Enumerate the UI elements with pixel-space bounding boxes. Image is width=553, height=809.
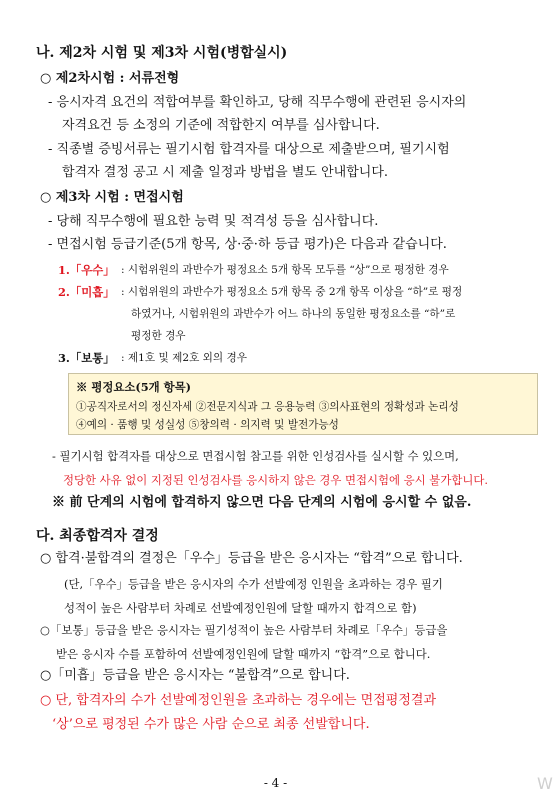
grade-normal-text: : 제1호 및 제2호 외의 경우 <box>121 352 247 364</box>
section-heading-final: 다. 최종합격자 결정 <box>36 528 159 544</box>
evaluation-criteria-line: ①공직자로서의 정신자세 ②전문지식과 그 응용능력 ③의사표현의 정확성과 논리성 <box>76 401 459 413</box>
evaluation-criteria-line: ④예의 · 품행 및 성실성 ⑤창의력 · 의지력 및 발전가능성 <box>76 419 339 431</box>
evaluation-criteria-title: ※ 평정요소(5개 항목) <box>76 380 192 394</box>
stage2-text-line: - 응시자격 요건의 적합여부를 확인하고, 당해 직무수행에 관련된 응시자의 <box>48 95 467 110</box>
stage3-text-line: - 당해 직무수행에 필요한 능력 및 적격성 등을 심사합니다. <box>48 214 379 229</box>
personality-test-line: - 필기시험 합격자를 대상으로 면접시험 참고를 위한 인성검사를 실시할 수 있으며, <box>52 449 459 463</box>
grade-normal-label: 3.「보통」 <box>58 351 115 365</box>
page-number: - 4 - <box>263 776 288 790</box>
stage2-title: ○ 제2차시험 : 서류전형 <box>40 71 180 86</box>
stage-pass-note: ※ 前 단계의 시험에 합격하지 않으면 다음 단계의 시험에 응시할 수 없음. <box>52 495 472 510</box>
stage2-text-line: 합격자 결정 공고 시 제출 일정과 방법을 별도 안내합니다. <box>62 165 389 180</box>
stage3-title: ○ 제3차 시험 : 면접시험 <box>40 190 184 205</box>
grade-poor-text: 평정한 경우 <box>131 330 186 342</box>
grade-poor-text: : 시험위원의 과반수가 평정요소 5개 항목 중 2개 항목 이상을 “하”로 평정 <box>121 286 463 298</box>
final-rule-red-line: ○ 단, 합격자의 수가 선발예정인원을 초과하는 경우에는 면접평정결과 <box>40 693 437 708</box>
final-rule-line: ○「미흡」등급을 받은 응시자는 “불합격”으로 합니다. <box>40 668 350 683</box>
stage3-text-line: - 면접시험 등급기준(5개 항목, 상·중·하 등급 평가)은 다음과 같습니다. <box>48 237 447 252</box>
final-rule-red-line: ‘상’으로 평정된 수가 많은 사람 순으로 최종 선발합니다. <box>52 717 370 732</box>
final-rule-line: ○ 합격·불합격의 결정은「우수」등급을 받은 응시자는 “합격”으로 합니다. <box>40 551 463 566</box>
personality-test-warning: 정당한 사유 없이 지정된 인성검사를 응시하지 않은 경우 면접시험에 응시 불가합니다. <box>63 473 488 487</box>
grade-excellent-label: 1.「우수」 <box>58 263 115 277</box>
final-rule-line: 받은 응시자 수를 포함하여 선발예정인원에 달할 때까지 “합격”으로 합니다. <box>56 647 431 661</box>
section-heading-exams: 나. 제2차 시험 및 제3차 시험(병합실시) <box>36 45 288 61</box>
stage2-text-line: 자격요건 등 소정의 기준에 적합한지 여부를 심사합니다. <box>62 118 380 133</box>
final-rule-line: 성적이 높은 사람부터 차례로 선발예정인원에 달할 때까지 합격으로 함) <box>64 601 417 615</box>
stage2-text-line: - 직종별 증빙서류는 필기시험 합격자를 대상으로 제출받으며, 필기시험 <box>48 142 450 157</box>
final-rule-line: (단,「우수」등급을 받은 응시자의 수가 선발예정 인원을 초과하는 경우 필기 <box>64 577 443 591</box>
final-rule-line: ○「보통」등급을 받은 응시자는 필기성적이 높은 사람부터 차례로「우수」등급을 <box>40 623 448 637</box>
grade-poor-text: 하였거나, 시험위원의 과반수가 어느 하나의 동일한 평정요소를 “하”로 <box>131 308 456 320</box>
grade-excellent-text: : 시험위원의 과반수가 평정요소 5개 항목 모두를 “상”으로 평정한 경우 <box>121 264 449 276</box>
watermark: W <box>537 774 553 793</box>
grade-poor-label: 2.「미흡」 <box>58 285 115 299</box>
